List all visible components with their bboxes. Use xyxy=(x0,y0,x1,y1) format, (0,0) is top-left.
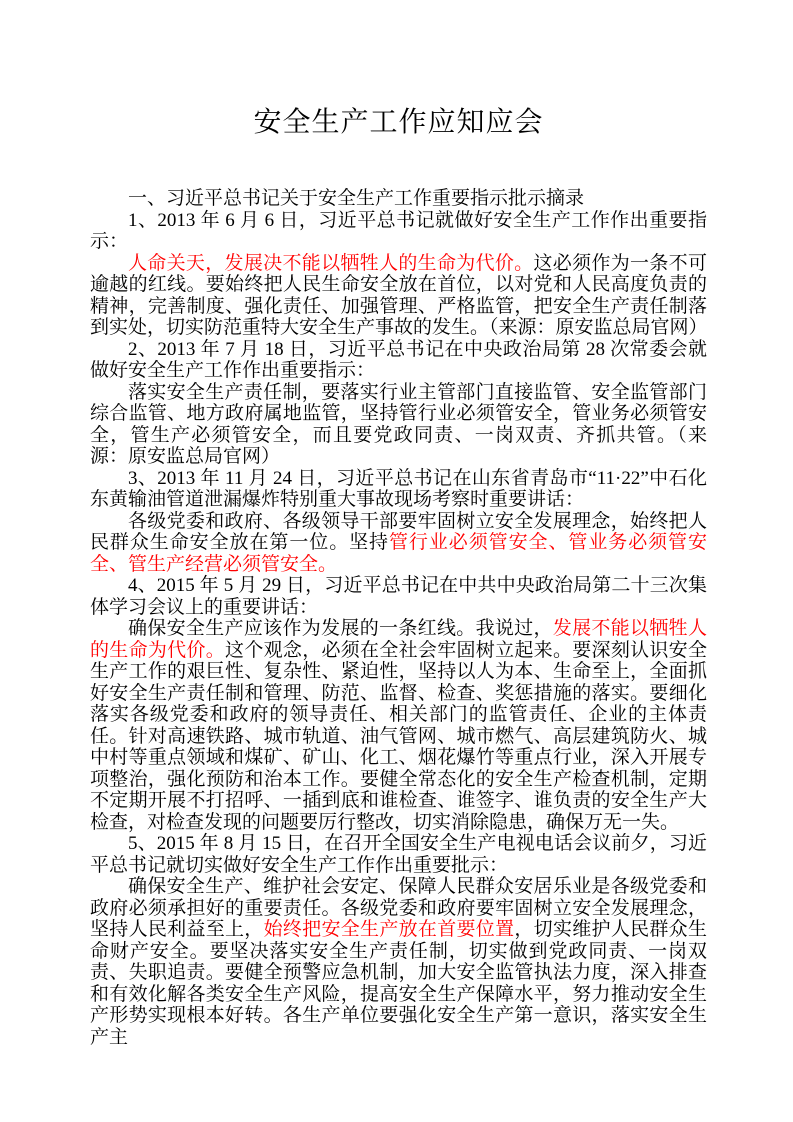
item-5-quote xyxy=(90,876,707,1048)
item-5-intro-text: 5、2015 年 8 月 15 日，在召开全国安全生产电视电话会议前夕，习近平总书记就切实做好安全生产工作作出重要批示： xyxy=(90,833,707,876)
item-3-quote xyxy=(90,511,707,576)
item-5-quote-lead: 确保安全生产、维护社会安定、保障人民群众安居乐业是各级党委和政府必须承担好的重要责任。各级党委和政府要牢固树立安全发展理念，坚持人民利益至上， xyxy=(90,876,707,940)
item-1-quote-emphasis: 人命关天，发展决不能以牺牲人的生命为代价。 xyxy=(128,252,534,274)
item-1-intro xyxy=(90,210,707,253)
document-title: 安全生产工作应知应会 xyxy=(253,107,544,138)
item-2-intro xyxy=(90,339,707,382)
item-5-intro xyxy=(90,833,707,876)
section-heading-text: 一、习近平总书记关于安全生产工作重要指示批示摘录 xyxy=(128,188,585,209)
item-1-quote-rest: 这必须作为一条不可逾越的红线。要始终把人民生命安全放在首位，以对党和人民高度负责的精神，完善制度、强化责任、加强管理、严格监管，把安全生产责任制落到实处，切实防范重特大安全生产事故的发生。（来源：原安监总局官网） xyxy=(90,252,708,338)
item-4-quote-rest: 这个观念，必须在全社会牢固树立起来。要深刻认识安全生产工作的艰巨性、复杂性、紧迫性，坚持以人为本、生命至上，全面抓好安全生产责任制和管理、防范、监督、检查、奖惩措施的落实。要细化落实各级党委和政府的领导责任、相关部门的监管责任、企业的主体责任。针对高速铁路、城市轨道、油气管网、城市燃气、高层建筑防火、城中村等重点领域和煤矿、矿山、化工、烟花爆竹等重点行业，深入开展专项整治，强化预防和治本工作。要健全常态化的安全生产检查机制，定期不定期开展不打招呼、一插到底和谁检查、谁签字、谁负责的安全生产大检查，对检查发现的问题要厉行整改，切实消除隐患，确保万无一失。 xyxy=(90,639,707,833)
item-5-quote-rest: ，切实维护人民群众生命财产安全。要坚决落实安全生产责任制，切实做到党政同责、一岗双责、失职追责。要健全预警应急机制，加大安全监管执法力度，深入排查和有效化解各类安全生产风险，提高安全生产保障水平，努力推动安全生产形势实现根本好转。各生产单位要强化安全生产第一意识，落实安全生产主 xyxy=(90,919,707,1048)
item-4-quote xyxy=(90,618,707,833)
item-3-intro xyxy=(90,468,707,511)
item-1-intro-text: 1、2013 年 6 月 6 日，习近平总书记就做好安全生产工作作出重要指示： xyxy=(90,209,707,252)
item-3-intro-text: 3、2013 年 11 月 24 日，习近平总书记在山东省青岛市“11·22”中石化东黄输油管道泄漏爆炸特别重大事故现场考察时重要讲话： xyxy=(90,467,707,510)
item-2-quote xyxy=(90,382,707,468)
item-2-intro-text: 2、2013 年 7 月 18 日，习近平总书记在中央政治局第 28 次常委会就做好安全生产工作作出重要指示： xyxy=(90,338,707,381)
item-3-quote-emphasis: 管行业必须管安全、管业务必须管安全、管生产经营必须管安全。 xyxy=(90,532,707,575)
item-1-quote xyxy=(90,253,707,339)
item-4-quote-emphasis: 发展不能以牺牲人的生命为代价。 xyxy=(90,618,707,661)
item-4-intro xyxy=(90,575,707,618)
item-5-quote-emphasis: 始终把安全生产放在首要位置 xyxy=(263,919,515,940)
section-heading xyxy=(90,188,707,210)
item-4-quote-lead: 确保安全生产应该作为发展的一条红线。我说过， xyxy=(128,618,553,639)
item-3-quote-lead: 各级党委和政府、各级领导干部要牢固树立安全发展理念，始终把人民群众生命安全放在第一位。坚持 xyxy=(90,510,707,553)
item-2-quote-text: 落实安全生产责任制，要落实行业主管部门直接监管、安全监管部门综合监管、地方政府属地监管，坚持管行业必须管安全，管业务必须管安全，管生产必须管安全，而且要党政同责、一岗双责、齐抓共管。（来源：原安监总局官网） xyxy=(90,381,707,467)
item-4-intro-text: 4、2015 年 5 月 29 日，习近平总书记在中共中央政治局第二十三次集体学习会议上的重要讲话： xyxy=(90,575,707,618)
